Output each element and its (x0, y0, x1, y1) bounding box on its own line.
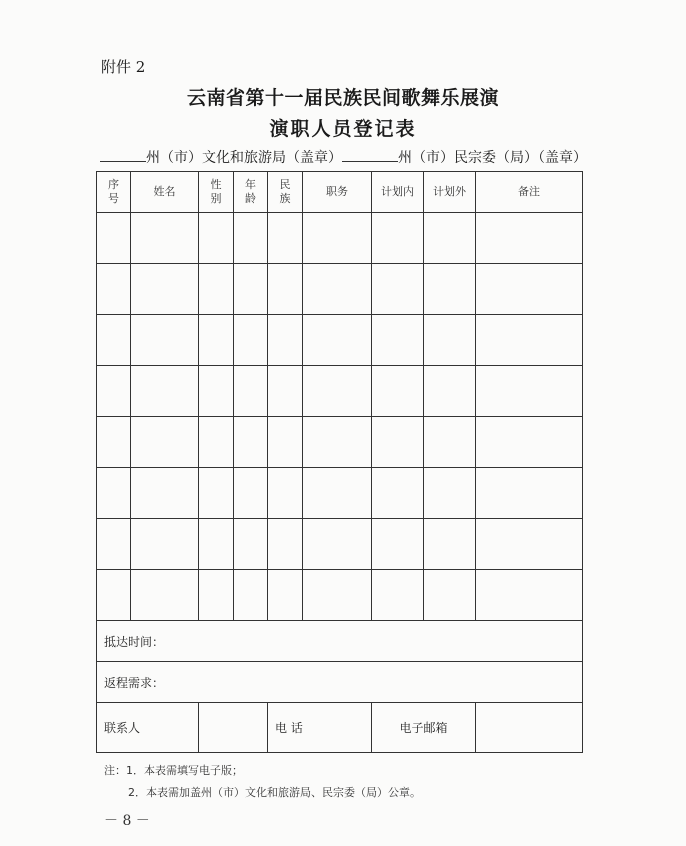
table-cell[interactable] (268, 264, 303, 315)
table-cell[interactable] (234, 570, 268, 621)
table-row (97, 519, 583, 570)
table-cell[interactable] (303, 519, 372, 570)
attachment-label: 附件 2 (101, 58, 146, 76)
seal-blank-1 (100, 147, 146, 162)
table-cell[interactable] (476, 213, 583, 264)
arrival-row (97, 621, 583, 662)
table-row (97, 468, 583, 519)
table-cell[interactable] (424, 570, 476, 621)
table-cell[interactable] (476, 366, 583, 417)
header-out-of-plan: 计划外 (424, 172, 476, 213)
table-cell[interactable] (97, 264, 131, 315)
seal-label-culture-bureau: 州（市）文化和旅游局（盖章） (146, 150, 342, 166)
table-cell[interactable] (131, 519, 199, 570)
table-cell[interactable] (268, 570, 303, 621)
header-remarks: 备注 (476, 172, 583, 213)
table-cell[interactable] (424, 366, 476, 417)
table-cell[interactable] (199, 264, 234, 315)
table-cell[interactable] (424, 315, 476, 366)
return-needs-field[interactable]: 返程需求： (97, 662, 583, 703)
table-row (97, 417, 583, 468)
table-cell[interactable] (234, 366, 268, 417)
table-header-row (97, 172, 583, 213)
table-cell[interactable] (372, 315, 424, 366)
table-cell[interactable] (268, 366, 303, 417)
table-cell[interactable] (303, 264, 372, 315)
email-field[interactable] (476, 703, 583, 753)
header-in-plan: 计划内 (372, 172, 424, 213)
page-number: － 8 － (104, 813, 150, 829)
table-cell[interactable] (372, 519, 424, 570)
table-cell[interactable] (199, 315, 234, 366)
table-cell[interactable] (372, 570, 424, 621)
note-1: 注：1．本表需填写电子版； (104, 764, 243, 777)
table-cell[interactable] (476, 417, 583, 468)
table-cell[interactable] (131, 570, 199, 621)
table-cell[interactable] (234, 519, 268, 570)
table-cell[interactable] (234, 468, 268, 519)
table-cell[interactable] (131, 366, 199, 417)
table-cell[interactable] (372, 468, 424, 519)
table-cell[interactable] (97, 213, 131, 264)
table-cell[interactable] (131, 213, 199, 264)
table-cell[interactable] (424, 264, 476, 315)
table-cell[interactable] (372, 213, 424, 264)
contact-person-field[interactable] (199, 703, 268, 753)
header-gender: 性别 (199, 172, 234, 213)
table-cell[interactable] (424, 519, 476, 570)
contact-person-label: 联系人 (97, 703, 199, 753)
table-cell[interactable] (476, 519, 583, 570)
header-ethnicity: 民族 (268, 172, 303, 213)
table-row (97, 315, 583, 366)
header-name: 姓名 (131, 172, 199, 213)
table-cell[interactable] (199, 213, 234, 264)
table-cell[interactable] (372, 417, 424, 468)
table-cell[interactable] (476, 315, 583, 366)
header-serial-number: 序号 (97, 172, 131, 213)
seal-label-ethnic-affairs: 州（市）民宗委（局）（盖章） (398, 150, 587, 166)
table-cell[interactable] (97, 519, 131, 570)
table-cell[interactable] (199, 570, 234, 621)
return-row (97, 662, 583, 703)
table-cell[interactable] (268, 213, 303, 264)
table-cell[interactable] (303, 366, 372, 417)
table-cell[interactable] (131, 315, 199, 366)
table-cell[interactable] (234, 315, 268, 366)
header-position: 职务 (303, 172, 372, 213)
table-cell[interactable] (372, 366, 424, 417)
table-row (97, 570, 583, 621)
table-cell[interactable] (97, 366, 131, 417)
note-2: 2．本表需加盖州（市）文化和旅游局、民宗委（局）公章。 (128, 786, 421, 799)
table-cell[interactable] (476, 264, 583, 315)
table-cell[interactable] (234, 213, 268, 264)
table-cell[interactable] (476, 468, 583, 519)
seal-line (100, 147, 587, 167)
header-age: 年龄 (234, 172, 268, 213)
table-cell[interactable] (199, 366, 234, 417)
table-cell[interactable] (97, 315, 131, 366)
document-title: 云南省第十一届民族民间歌舞乐展演 (186, 87, 499, 109)
table-cell[interactable] (199, 417, 234, 468)
document-subtitle: 演职人员登记表 (269, 118, 417, 140)
table-cell[interactable] (97, 468, 131, 519)
table-cell[interactable] (131, 264, 199, 315)
table-cell[interactable] (234, 264, 268, 315)
table-cell[interactable] (476, 570, 583, 621)
table-cell[interactable] (97, 570, 131, 621)
table-cell[interactable] (303, 468, 372, 519)
table-cell[interactable] (268, 315, 303, 366)
arrival-time-field[interactable]: 抵达时间： (97, 621, 583, 662)
table-cell[interactable] (131, 417, 199, 468)
table-cell[interactable] (97, 417, 131, 468)
table-row (97, 264, 583, 315)
table-cell[interactable] (303, 417, 372, 468)
table-cell[interactable] (303, 315, 372, 366)
table-cell[interactable] (424, 417, 476, 468)
phone-label: 电 话 (268, 703, 372, 753)
table-cell[interactable] (424, 468, 476, 519)
registration-table (96, 171, 583, 753)
seal-blank-2 (342, 147, 398, 162)
table-cell[interactable] (234, 417, 268, 468)
table-cell[interactable] (199, 468, 234, 519)
table-cell[interactable] (268, 417, 303, 468)
table-cell[interactable] (268, 519, 303, 570)
table-row (97, 366, 583, 417)
table-cell[interactable] (372, 264, 424, 315)
table-cell[interactable] (268, 468, 303, 519)
table-cell[interactable] (424, 213, 476, 264)
table-cell[interactable] (303, 213, 372, 264)
table-cell[interactable] (303, 570, 372, 621)
table-row (97, 213, 583, 264)
contact-row (97, 703, 583, 753)
email-label: 电子邮箱 (372, 703, 476, 753)
notes (104, 764, 421, 808)
table-cell[interactable] (199, 519, 234, 570)
table-cell[interactable] (131, 468, 199, 519)
